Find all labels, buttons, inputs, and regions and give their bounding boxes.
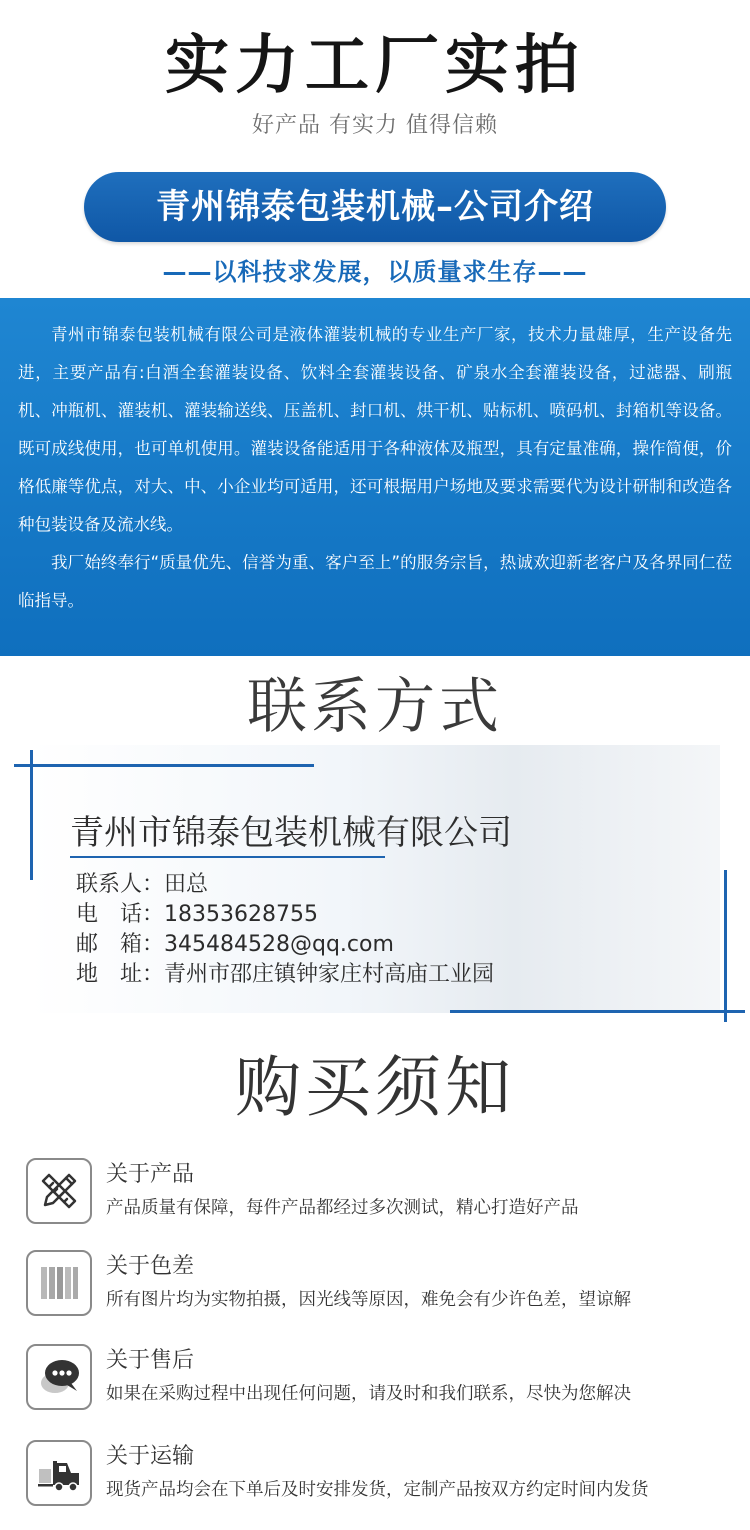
color-swatch-icon: [26, 1250, 92, 1316]
notice-item-color: [26, 1250, 726, 1320]
contact-frame-line: [450, 1010, 745, 1013]
contact-phone-row: [76, 900, 494, 930]
notice-text: 如果在采购过程中出现任何问题，请及时和我们联系，尽快为您解决: [106, 1384, 631, 1404]
contact-section-title: 联系方式: [247, 672, 503, 742]
contact-value[interactable]: 18353628755: [164, 902, 318, 927]
forklift-icon: [26, 1440, 92, 1506]
contact-address-row: [76, 960, 494, 990]
contact-email-row: [76, 930, 494, 960]
contact-frame-line: [14, 764, 314, 767]
notice-heading: 关于运输: [106, 1444, 195, 1469]
notice-item-product: [26, 1158, 726, 1228]
contact-details: [76, 870, 494, 990]
notice-heading: 关于产品: [106, 1162, 195, 1187]
company-slogan: ——以科技求发展，以质量求生存——: [162, 258, 588, 286]
purchase-notice-title: 购买须知: [235, 1049, 515, 1126]
contact-label: 邮 箱：: [76, 932, 165, 957]
page-subtitle: 好产品 有实力 值得信赖: [252, 113, 498, 138]
contact-person-row: [76, 870, 494, 900]
contact-value: 青州市邵庄镇钟家庄村高庙工业园: [164, 962, 495, 987]
contact-value[interactable]: 345484528@qq.com: [164, 932, 394, 957]
notice-heading: 关于色差: [106, 1254, 195, 1279]
company-name-underline: [70, 856, 385, 858]
contact-value: 田总: [164, 872, 209, 897]
page-title: 实力工厂实拍: [165, 29, 585, 103]
company-intro-panel: [0, 298, 750, 656]
company-intro-banner: 青州锦泰包装机械–公司介绍: [84, 172, 666, 242]
notice-text: 所有图片均为实物拍摄，因光线等原因，难免会有少许色差，望谅解: [106, 1290, 631, 1310]
notice-text: 现货产品均会在下单后及时安排发货，定制产品按双方约定时间内发货: [106, 1480, 649, 1500]
ruler-pencil-icon: [26, 1158, 92, 1224]
notice-heading: 关于售后: [106, 1348, 195, 1373]
contact-frame-line: [30, 750, 33, 880]
contact-label: 联系人：: [76, 872, 165, 897]
company-name: 青州市锦泰包装机械有限公司: [70, 813, 512, 853]
intro-paragraph: 我厂始终奉行“质量优先、信誉为重、客户至上”的服务宗旨，热诚欢迎新老客户及各界同仁莅临指导。: [18, 553, 732, 610]
contact-frame-line: [724, 870, 727, 1022]
intro-paragraph: 青州市锦泰包装机械有限公司是液体灌装机械的专业生产厂家，技术力量雄厚，生产设备先进，主要产品有:白酒全套灌装设备、饮料全套灌装设备、矿泉水全套灌装设备，过滤器、刷瓶机、冲瓶机、灌装机、灌装输送线、压盖机、封口机、烘干机、贴标机、喷码机、封箱机等设备。既可成线使用，也可单机使用。灌装设备能适用于各种液体及瓶型，具有定量准确，操作简便，价格低廉等优点，对大、中、小企业均可适用，还可根据用户场地及要求需要代为设计研制和改造各种包装设备及流水线。: [18, 325, 732, 534]
notice-item-shipping: [26, 1440, 726, 1510]
chat-bubble-icon: [26, 1344, 92, 1410]
contact-label: 地 址：: [76, 962, 165, 987]
contact-label: 电 话：: [76, 902, 165, 927]
notice-text: 产品质量有保障，每件产品都经过多次测试，精心打造好产品: [106, 1198, 579, 1218]
notice-item-after-sales: [26, 1344, 726, 1414]
